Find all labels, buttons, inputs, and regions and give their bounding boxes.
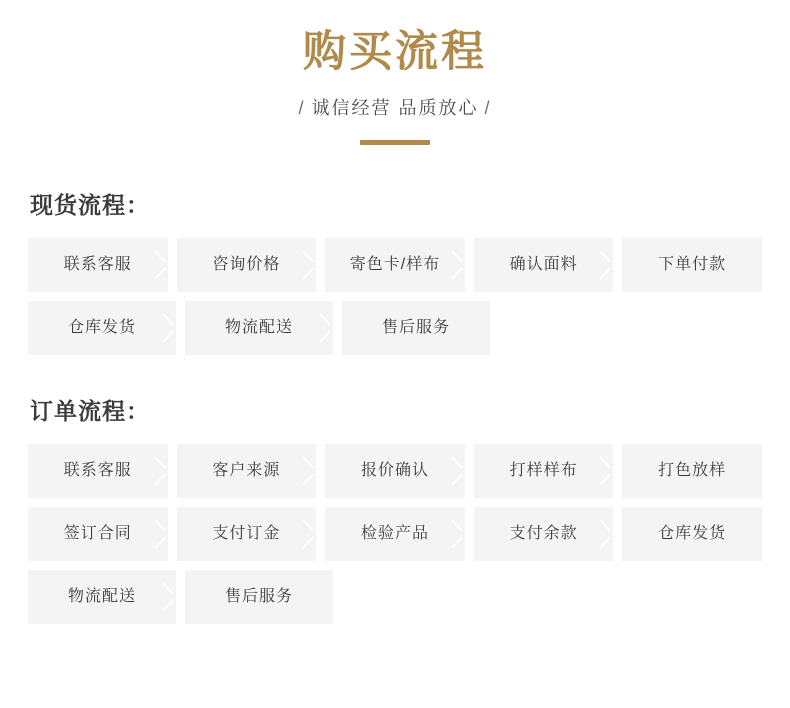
flow-step[interactable] — [177, 507, 317, 561]
flow-step[interactable] — [28, 238, 168, 292]
chevron-right-icon — [153, 238, 169, 292]
flow-step-label: 支付订金 — [212, 524, 281, 542]
subtitle-right-slash: / — [484, 97, 492, 118]
flow-step[interactable] — [325, 444, 465, 498]
flow-step-label: 售后服务 — [224, 587, 293, 605]
flow-step[interactable] — [342, 301, 490, 355]
flow-step-label: 联系客服 — [63, 461, 132, 479]
section-title-stock: 现货流程： — [30, 191, 150, 218]
chevron-right-icon — [161, 301, 177, 355]
chevron-right-icon — [450, 507, 466, 561]
chevron-right-icon — [161, 570, 177, 624]
page-header — [0, 0, 790, 145]
flow-step[interactable] — [474, 238, 614, 292]
flow-step[interactable] — [622, 238, 762, 292]
chevron-right-icon — [301, 444, 317, 498]
section-title-order: 订单流程： — [30, 397, 150, 424]
flow-row — [28, 507, 762, 561]
flow-step-label: 物流配送 — [67, 587, 136, 605]
page-subtitle — [0, 94, 790, 120]
flow-row — [28, 570, 762, 624]
flow-step[interactable] — [325, 238, 465, 292]
chevron-right-icon — [598, 238, 614, 292]
flow-step-label: 支付余款 — [509, 524, 578, 542]
chevron-right-icon — [301, 507, 317, 561]
flow-step-label: 联系客服 — [63, 255, 132, 273]
flow-step[interactable] — [325, 507, 465, 561]
flow-step[interactable] — [28, 444, 168, 498]
flow-step-label: 仓库发货 — [658, 524, 727, 542]
subtitle-left-slash: / — [298, 97, 306, 118]
chevron-right-icon — [450, 238, 466, 292]
section-order-flow — [28, 393, 762, 624]
flow-step[interactable] — [28, 301, 176, 355]
flow-step-label: 报价确认 — [360, 461, 429, 479]
chevron-right-icon — [450, 444, 466, 498]
chevron-right-icon — [153, 444, 169, 498]
flow-step-label: 咨询价格 — [212, 255, 281, 273]
section-stock-flow — [28, 187, 762, 355]
flow-step-label: 物流配送 — [224, 318, 293, 336]
page-title: 购买流程 — [303, 29, 487, 76]
flow-step-label: 售后服务 — [381, 318, 450, 336]
flow-step-label: 检验产品 — [360, 524, 429, 542]
flow-step[interactable] — [177, 238, 317, 292]
flow-step[interactable] — [28, 507, 168, 561]
chevron-right-icon — [598, 507, 614, 561]
flow-step[interactable] — [474, 444, 614, 498]
flow-step[interactable] — [185, 570, 333, 624]
flow-step-label: 打样样布 — [509, 461, 578, 479]
flow-step[interactable] — [185, 301, 333, 355]
flow-step-label: 仓库发货 — [67, 318, 136, 336]
flow-step-label: 确认面料 — [509, 255, 578, 273]
flow-step[interactable] — [622, 507, 762, 561]
flow-step-label: 客户来源 — [212, 461, 281, 479]
chevron-right-icon — [153, 507, 169, 561]
subtitle-text: 诚信经营 品质放心 — [311, 97, 479, 118]
flow-row — [28, 444, 762, 498]
flow-step[interactable] — [28, 570, 176, 624]
flow-step[interactable] — [177, 444, 317, 498]
flow-step-label: 打色放样 — [658, 461, 727, 479]
flow-row — [28, 238, 762, 292]
flow-row — [28, 301, 762, 355]
chevron-right-icon — [301, 238, 317, 292]
title-divider — [360, 140, 430, 145]
flow-step[interactable] — [474, 507, 614, 561]
chevron-right-icon — [318, 301, 334, 355]
flow-step-label: 签订合同 — [63, 524, 132, 542]
chevron-right-icon — [598, 444, 614, 498]
flow-step-label: 下单付款 — [658, 255, 727, 273]
flow-step-label: 寄色卡/样布 — [349, 255, 441, 273]
flow-step[interactable] — [622, 444, 762, 498]
